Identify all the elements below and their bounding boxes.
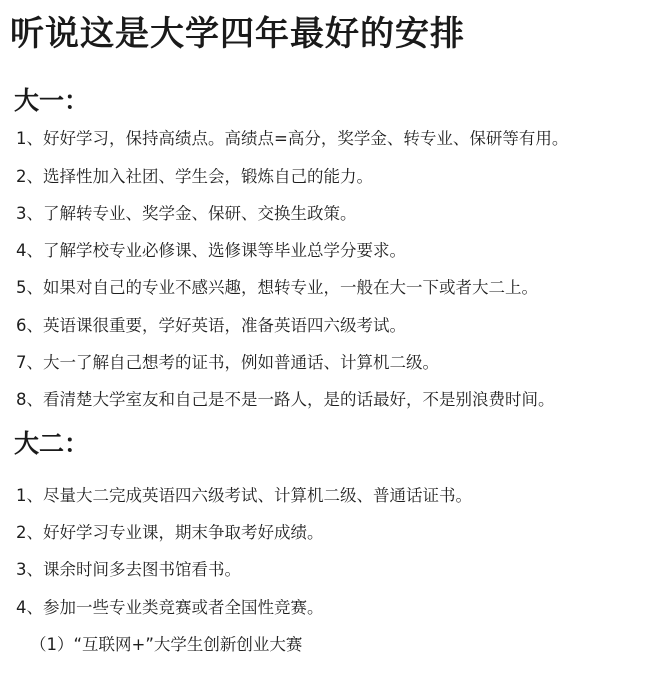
list-item: 4、了解学校专业必修课、选修课等毕业总学分要求。 <box>16 241 406 260</box>
list-item: 6、英语课很重要，学好英语，准备英语四六级考试。 <box>16 316 406 335</box>
list-item: 3、课余时间多去图书馆看书。 <box>16 560 241 579</box>
list-item: 1、好好学习，保持高绩点。高绩点=高分，奖学金、转专业、保研等有用。 <box>16 129 569 148</box>
list-item: 2、选择性加入社团、学生会，锻炼自己的能力。 <box>16 167 373 186</box>
page-title: 听说这是大学四年最好的安排 <box>10 14 465 54</box>
section-heading-year-2: 大二： <box>14 429 90 458</box>
list-item: 3、了解转专业、奖学金、保研、交换生政策。 <box>16 204 357 223</box>
cut-off-text-line <box>26 664 586 674</box>
list-item: 7、大一了解自己想考的证书，例如普通话、计算机二级。 <box>16 353 439 372</box>
list-item: 8、看清楚大学室友和自己是不是一路人，是的话最好，不是别浪费时间。 <box>16 390 555 409</box>
section-heading-year-1: 大一： <box>14 86 90 115</box>
list-item: 1、尽量大二完成英语四六级考试、计算机二级、普通话证书。 <box>16 486 472 505</box>
sub-list-item: （1）“互联网+”大学生创新创业大赛 <box>30 635 303 654</box>
list-item: 4、参加一些专业类竞赛或者全国性竞赛。 <box>16 598 324 617</box>
list-item: 5、如果对自己的专业不感兴趣，想转专业，一般在大一下或者大二上。 <box>16 278 538 297</box>
list-item: 2、好好学习专业课，期末争取考好成绩。 <box>16 523 324 542</box>
